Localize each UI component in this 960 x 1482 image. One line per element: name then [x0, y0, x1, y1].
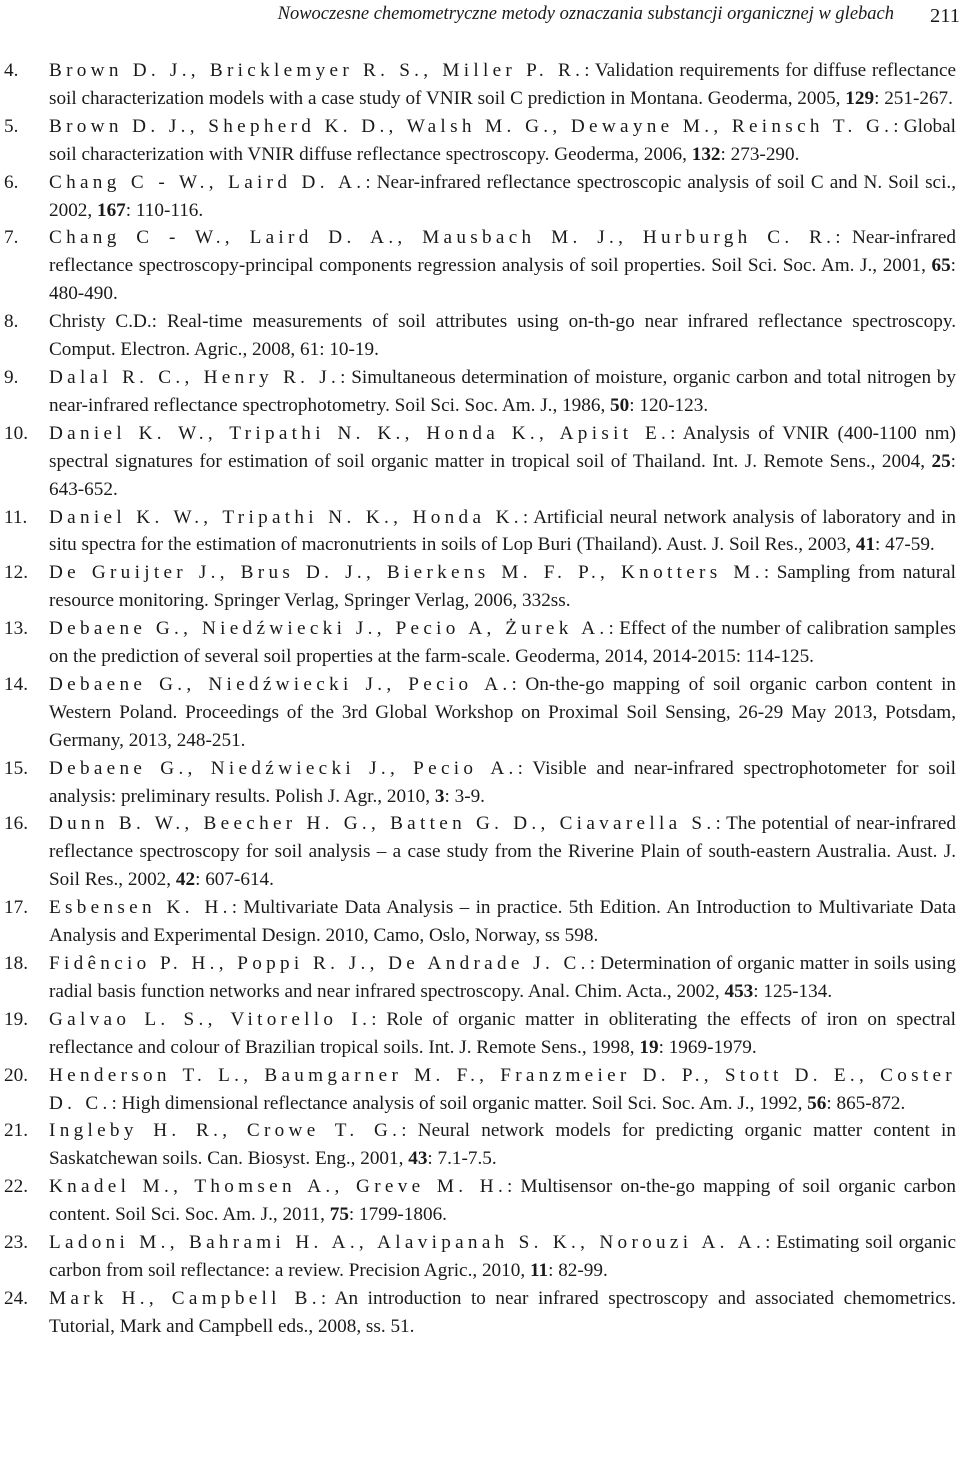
reference-authors: Mark H., Campbell B. — [49, 1287, 321, 1309]
reference-entry — [0, 504, 960, 560]
page-header — [0, 2, 960, 32]
reference-authors: Debaene G., Niedźwiecki J., Pecio A, Żurek A. — [49, 618, 609, 640]
reference-entry — [0, 169, 960, 225]
reference-number: 21. — [4, 1120, 28, 1142]
reference-entry — [0, 224, 960, 308]
reference-number: 17. — [4, 897, 28, 919]
page-number: 211 — [930, 5, 960, 27]
reference-text: : The potential of near-infrared reflectance spectroscopy for soil analysis – a case study from the Riverine Plain of south-eastern Australia. Aust. J. Soil Res., 2002, — [49, 813, 956, 891]
reference-authors: Dunn B. W., Beecher H. G., Batten G. D., Ciavarella S. — [49, 813, 716, 835]
reference-entry — [0, 950, 960, 1006]
volume-number: 56 — [807, 1092, 827, 1114]
reference-number: 20. — [4, 1064, 28, 1086]
reference-entry — [0, 894, 960, 950]
reference-text: : 480-490. — [49, 255, 956, 305]
reference-entry — [0, 615, 960, 671]
reference-text: : 110-116. — [125, 199, 204, 221]
reference-number: 4. — [4, 60, 19, 81]
reference-authors: Henderson T. L., Baumgarner M. F., Franzmeier D. P., Stott D. E., Coster D. C. — [49, 1064, 956, 1114]
reference-authors: Brown D. J., Shepherd K. D., Walsh M. G., Dewayne M., Reinsch T. G. — [49, 115, 894, 137]
reference-entry — [0, 1117, 960, 1173]
reference-authors: Brown D. J., Bricklemyer R. S., Miller P. R. — [49, 60, 585, 81]
reference-number: 23. — [4, 1232, 28, 1254]
reference-number: 16. — [4, 813, 28, 835]
reference-number: 5. — [4, 115, 19, 137]
reference-text: : Multisensor on-the-go mapping of soil organic carbon content. Soil Sci. Soc. Am. J., 2011, — [49, 1176, 956, 1226]
reference-text: : High dimensional reflectance analysis of soil organic matter. Soil Sci. Soc. Am. J., 1992, — [111, 1092, 808, 1114]
volume-number: 75 — [329, 1204, 349, 1226]
reference-number: 9. — [4, 366, 19, 388]
reference-text: : 1969-1979. — [658, 1036, 757, 1058]
volume-number: 25 — [931, 450, 951, 472]
volume-number: 41 — [855, 534, 876, 556]
reference-list — [0, 57, 960, 1341]
reference-authors: De Gruijter J., Brus D. J., Bierkens M. F. P., Knotters M. — [49, 562, 764, 584]
reference-number: 24. — [4, 1287, 28, 1309]
reference-text: : 1799-1806. — [348, 1204, 447, 1226]
reference-text: : 251-267. — [874, 87, 953, 109]
volume-number: 50 — [610, 394, 630, 416]
reference-number: 6. — [4, 171, 19, 193]
reference-number: 15. — [4, 757, 28, 779]
reference-entry — [0, 308, 960, 364]
reference-entry — [0, 57, 960, 113]
reference-text: : Determination of organic matter in soils using radial basis function networks and near infrared spectroscopy. Anal. Chim. Acta., 2002, — [49, 953, 956, 1002]
reference-authors: Ingleby H. R., Crowe T. G. — [49, 1120, 402, 1142]
reference-number: 11. — [4, 506, 28, 528]
reference-text: : An introduction to near infrared spectroscopy and associated chemometrics. Tutorial, Mark and Campbell eds., 2008, ss. 51. — [49, 1287, 956, 1337]
reference-authors: Chang C - W., Laird D. A., Mausbach M. J., Hurburgh C. R. — [49, 227, 836, 249]
reference-text: : Neural network models for predicting organic matter content in Saskatchewan soils. Can. Biosyst. Eng., 2001, — [49, 1120, 956, 1170]
reference-text: : 865-872. — [826, 1092, 906, 1114]
reference-entry — [0, 755, 960, 811]
reference-entry — [0, 1173, 960, 1229]
reference-text: : Near-infrared reflectance spectroscopy-principal components regression analysis of soil properties. Soil Sci. Soc. Am. J., 2001, — [49, 227, 957, 277]
reference-authors: Esbensen K. H. — [49, 897, 232, 919]
reference-text: : Visible and near-infrared spectrophotometer for soil analysis: preliminary results. Polish J. Agr., 2010, — [49, 757, 956, 807]
reference-entry — [0, 1062, 960, 1118]
reference-text: : 47-59. — [875, 534, 935, 556]
reference-authors: Knadel M., Thomsen A., Greve M. H. — [49, 1176, 508, 1198]
reference-text: : Validation requirements for diffuse reflectance soil characterization models with a case study of VNIR soil C prediction in Montana. Geoderma, 2005, — [49, 60, 956, 109]
reference-text: : 125-134. — [753, 980, 833, 1002]
reference-number: 7. — [4, 227, 19, 249]
reference-authors: Fidêncio P. H., Poppi R. J., De Andrade J. C. — [49, 953, 590, 974]
reference-text: : Analysis of VNIR (400-1100 nm) spectral signatures for estimation of soil organic matter in tropical soil of Thailand. Int. J. Remote Sens., 2004, — [49, 422, 956, 472]
reference-authors: Debaene G., Niedźwiecki J., Pecio A. — [49, 757, 518, 779]
reference-text: : Effect of the number of calibration samples on the prediction of several soil properties at the farm-scale. Geoderma, 2014, 2014-2015: 114-125. — [49, 618, 956, 668]
reference-entry — [0, 559, 960, 615]
reference-authors: Dalal R. C., Henry R. J. — [49, 366, 341, 388]
reference-text: : Multivariate Data Analysis – in practice. 5th Edition. An Introduction to Multivariate Data Analysis and Experimental Design. 2010, Camo, Oslo, Norway, ss 598. — [49, 897, 956, 947]
reference-number: 22. — [4, 1176, 28, 1198]
reference-number: 10. — [4, 422, 28, 444]
reference-authors: Chang C - W., Laird D. A. — [49, 171, 366, 193]
reference-entry — [0, 671, 960, 755]
volume-number: 129 — [845, 87, 875, 109]
reference-authors: Galvao L. S., Vitorello I. — [49, 1008, 372, 1030]
reference-text: : 3-9. — [444, 785, 485, 807]
reference-authors: Daniel K. W., Tripathi N. K., Honda K., Apisit E. — [49, 422, 671, 444]
volume-number: 42 — [175, 869, 196, 891]
reference-number: 18. — [4, 953, 28, 974]
reference-entry — [0, 364, 960, 420]
reference-authors: Ladoni M., Bahrami H. A., Alavipanah S. K., Norouzi A. A. — [49, 1232, 766, 1254]
reference-text: : Near-infrared reflectance spectroscopic analysis of soil C and N. Soil sci., 2002, — [49, 171, 956, 221]
reference-text: : Sampling from natural resource monitoring. Springer Verlag, Springer Verlag, 2006, 332ss. — [49, 562, 956, 612]
reference-text: Christy C.D.: Real-time measurements of soil attributes using on-th-go near infrared reflectance spectroscopy. Comput. Electron. Agric., 2008, 61: 10-19. — [49, 311, 956, 361]
volume-number: 3 — [434, 785, 445, 807]
reference-text: : Simultaneous determination of moisture, organic carbon and total nitrogen by near-infrared reflectance spectrophotometry. Soil Sci. Soc. Am. J., 1986, — [49, 366, 956, 416]
reference-entry — [0, 1285, 960, 1341]
reference-number: 12. — [4, 562, 28, 584]
reference-entry — [0, 1006, 960, 1062]
reference-text: : 7.1-7.5. — [427, 1148, 497, 1170]
reference-entry — [0, 113, 960, 169]
reference-text: : 82-99. — [548, 1259, 608, 1281]
running-title: Nowoczesne chemometryczne metody oznaczania substancji organicznej w glebach — [277, 4, 894, 24]
reference-text: : On-the-go mapping of soil organic carbon content in Western Poland. Proceedings of the 3rd Global Workshop on Proximal Soil Sensing, 26-29 May 2013, Potsdam, Germany, 2013, 248-251. — [49, 673, 956, 751]
reference-text: : 643-652. — [49, 450, 956, 500]
volume-number: 65 — [931, 255, 951, 277]
reference-text: : Role of organic matter in obliterating the effects of iron on spectral reflectance and colour of Brazilian tropical soils. Int. J. Remote Sens., 1998, — [49, 1008, 957, 1058]
reference-text: : 120-123. — [629, 394, 709, 416]
reference-text: : 607-614. — [195, 869, 274, 891]
reference-number: 13. — [4, 618, 28, 640]
reference-entry — [0, 1229, 960, 1285]
volume-number: 19 — [639, 1036, 659, 1058]
reference-text: : Artificial neural network analysis of laboratory and in situ spectra for the estimation of macronutrients in soils of Lop Buri (Thailand). Aust. J. Soil Res., 2003, — [49, 506, 956, 556]
reference-authors: Daniel K. W., Tripathi N. K., Honda K. — [49, 506, 523, 528]
volume-number: 43 — [408, 1148, 428, 1170]
volume-number: 11 — [529, 1259, 549, 1281]
volume-number: 453 — [724, 980, 754, 1002]
volume-number: 167 — [96, 199, 126, 221]
reference-entry — [0, 420, 960, 504]
reference-text: : Global soil characterization with VNIR diffuse reflectance spectroscopy. Geoderma, 2006, — [49, 115, 956, 165]
volume-number: 132 — [691, 143, 721, 165]
reference-entry — [0, 810, 960, 894]
reference-number: 19. — [4, 1008, 28, 1030]
reference-text: : 273-290. — [720, 143, 800, 165]
reference-text: : Estimating soil organic carbon from soil reflectance: a review. Precision Agric., 2010, — [49, 1232, 956, 1281]
reference-number: 14. — [4, 673, 28, 695]
reference-number: 8. — [4, 311, 19, 333]
reference-authors: Debaene G., Niedźwiecki J., Pecio A. — [49, 673, 512, 695]
